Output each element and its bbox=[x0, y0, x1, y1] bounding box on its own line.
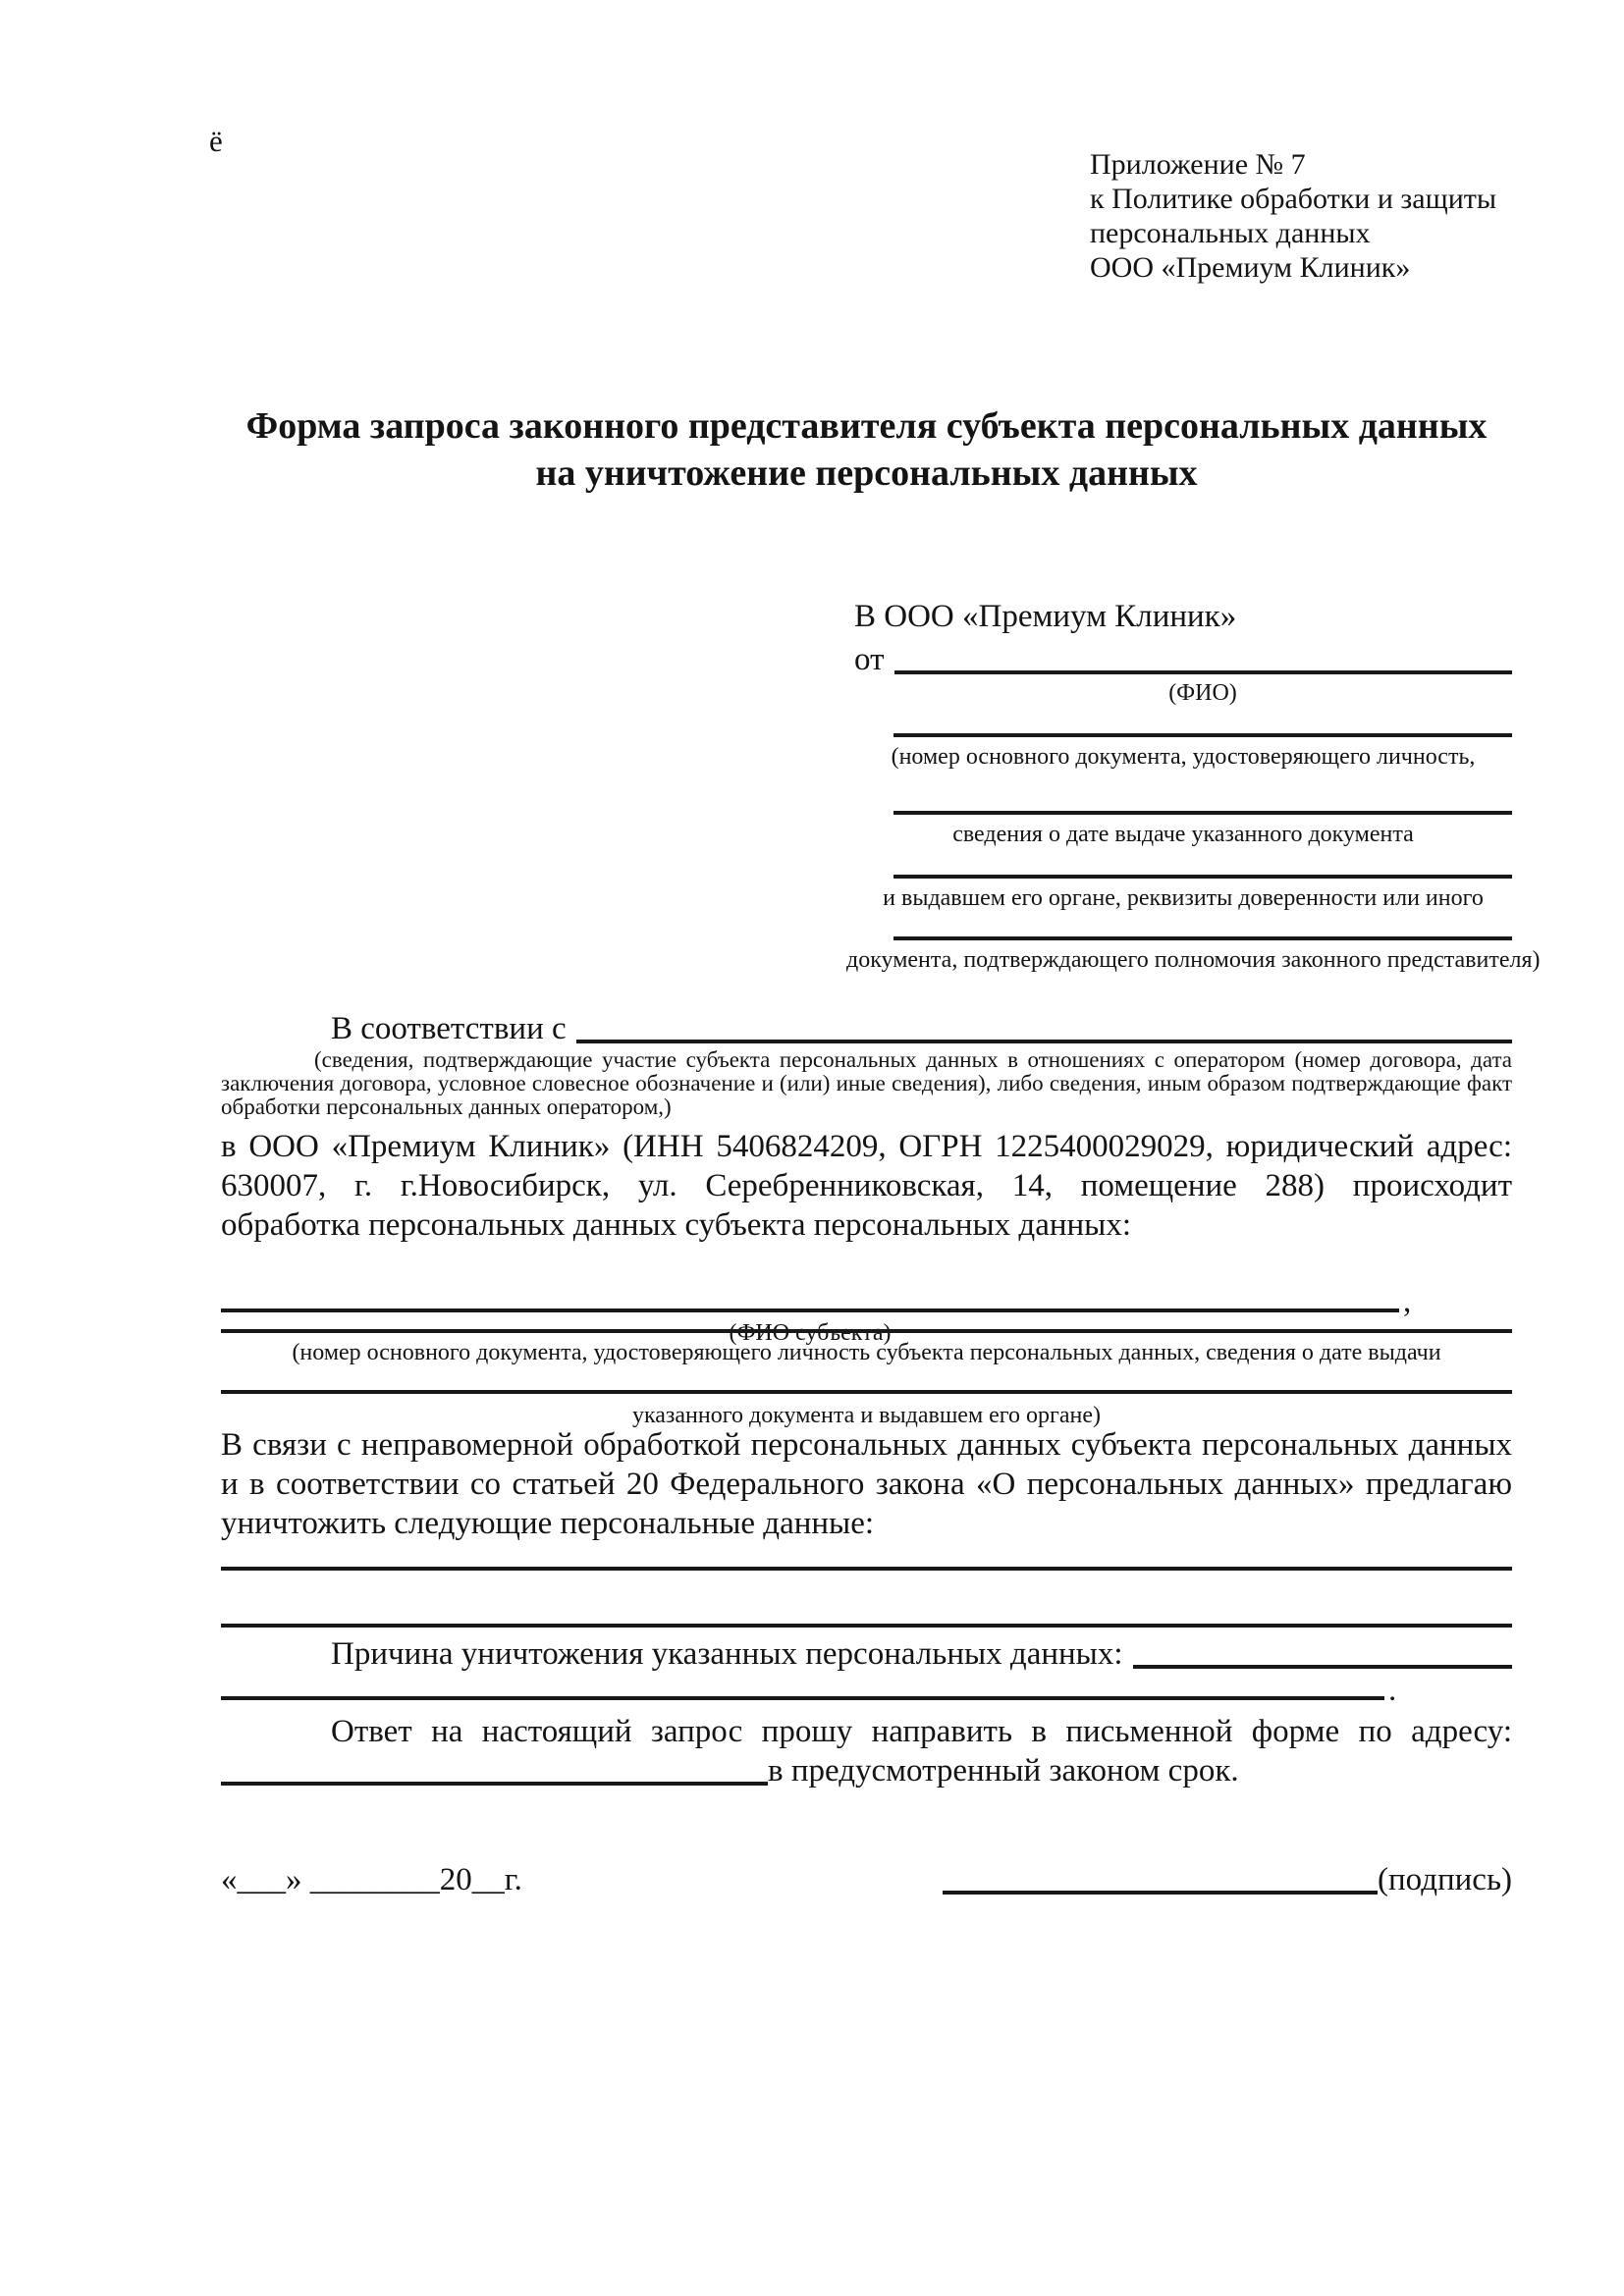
reason-label: Причина уничтожения указанных персональных данных: bbox=[331, 1636, 1123, 1672]
representative-doc-caption-2: сведения о дате выдаче указанного документа bbox=[952, 822, 1414, 847]
form-title-line-1: Форма запроса законного представителя субъекта персональных данных bbox=[245, 405, 1488, 447]
form-title bbox=[221, 402, 1512, 497]
representative-doc-blank-line-4 bbox=[893, 936, 1512, 940]
representative-doc-blank-line-2 bbox=[893, 811, 1512, 815]
subject-fio-caption: (ФИО субъекта) bbox=[729, 1320, 892, 1346]
accordance-footnote-line-2: заключения договора, условное словесное обозначение и (или) иные сведения), либо сведения, иным образом подтверждающие факт bbox=[221, 1071, 1512, 1095]
reason-row bbox=[331, 1634, 1512, 1674]
from-blank-line bbox=[894, 670, 1513, 674]
addressee-org: В ООО «Премиум Клиник» bbox=[854, 599, 1237, 634]
subject-fio-trailing-comma: , bbox=[1403, 1284, 1412, 1319]
accordance-blank-line bbox=[576, 1040, 1512, 1043]
data-blank-line-2 bbox=[221, 1624, 1512, 1628]
request-paragraph-line-3: уничтожить следующие персональные данные: bbox=[221, 1506, 875, 1541]
stray-char: ё bbox=[209, 124, 223, 158]
appendix-line-4: ООО «Премиум Клиник» bbox=[1090, 251, 1411, 284]
from-label: от bbox=[854, 642, 885, 677]
representative-doc-blank-line-1 bbox=[893, 733, 1512, 737]
subject-doc-blank-line-1 bbox=[221, 1329, 1512, 1333]
operator-paragraph-line-2: 630007, г. г.Новосибирск, ул. Серебренниковская, 14, помещение 288) происходит bbox=[221, 1168, 1512, 1203]
reply-tail-row bbox=[221, 1751, 1512, 1790]
accordance-prefix: В соответствии с bbox=[331, 1011, 567, 1046]
signature-row bbox=[943, 1860, 1512, 1899]
appendix-line-3: персональных данных bbox=[1090, 217, 1371, 249]
subject-doc-caption-1: (номер основного документа, удостоверяющего личность субъекта персональных данных, сведения о дате выдачи bbox=[292, 1340, 1441, 1365]
request-paragraph-line-2: и в соответствии со статьей 20 Федерального закона «О персональных данных» предлагаю bbox=[221, 1467, 1512, 1502]
reply-tail: в предусмотренный законом срок. bbox=[768, 1753, 1239, 1789]
subject-fio-blank-line bbox=[221, 1308, 1399, 1312]
appendix-line-2: к Политике обработки и защиты bbox=[1090, 183, 1497, 215]
request-paragraph-line-1: В связи с неправомерной обработкой персональных данных субъекта персональных данных bbox=[221, 1427, 1512, 1463]
reason-blank-line-2 bbox=[221, 1696, 1384, 1700]
appendix-header bbox=[1090, 147, 1496, 285]
accordance-footnote-line-3: обработки персональных данных оператором,) bbox=[221, 1095, 672, 1119]
representative-doc-caption-1: (номер основного документа, удостоверяющего личность, bbox=[891, 744, 1476, 770]
representative-doc-caption-3: и выдавшем его органе, реквизиты доверенности или иного bbox=[883, 885, 1484, 911]
accordance-row bbox=[331, 1009, 1512, 1048]
reply-line: Ответ на настоящий запрос прошу направить в письменной форме по адресу: bbox=[331, 1714, 1512, 1749]
signature-blank-line bbox=[943, 1891, 1378, 1895]
form-title-line-2: на уничтожение персональных данных bbox=[535, 453, 1198, 494]
operator-paragraph-line-3: обработка персональных данных субъекта персональных данных: bbox=[221, 1207, 1131, 1243]
representative-doc-caption-4: документа, подтверждающего полномочия законного представителя) bbox=[846, 947, 1541, 973]
accordance-footnote-line-1: (сведения, подтверждающие участие субъекта персональных данных в отношениях с оператором (номер договора, дата bbox=[314, 1047, 1512, 1072]
from-row bbox=[854, 640, 1512, 679]
subject-doc-blank-line-2 bbox=[221, 1390, 1512, 1394]
address-blank-line bbox=[221, 1782, 768, 1786]
data-blank-line-1 bbox=[221, 1567, 1512, 1571]
fio-caption: (ФИО) bbox=[1168, 680, 1237, 706]
signature-caption: (подпись) bbox=[1378, 1862, 1512, 1897]
subject-doc-caption-2: указанного документа и выдавшем его органе) bbox=[631, 1403, 1102, 1428]
accordance-footnote bbox=[221, 1048, 1512, 1119]
operator-paragraph-line-1: в ООО «Премиум Клиник» (ИНН 5406824209, ОГРН 1225400029029, юридический адрес: bbox=[221, 1129, 1512, 1164]
representative-doc-blank-line-3 bbox=[893, 875, 1512, 879]
date-line: «___» ________20__г. bbox=[221, 1862, 522, 1897]
reason-blank-line bbox=[1133, 1665, 1512, 1669]
reason-trailing-period: . bbox=[1388, 1673, 1397, 1708]
appendix-line-1: Приложение № 7 bbox=[1090, 148, 1306, 181]
